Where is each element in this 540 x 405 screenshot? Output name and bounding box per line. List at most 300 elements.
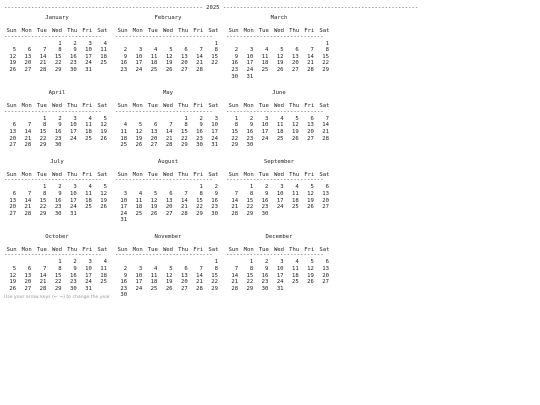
day-cell[interactable]: 21: [24, 204, 32, 211]
day-cell[interactable]: 9: [265, 266, 269, 273]
day-cell[interactable]: 23: [246, 135, 254, 142]
day-cell[interactable]: 13: [180, 272, 188, 279]
day-cell[interactable]: 7: [199, 266, 203, 273]
day-cell[interactable]: 19: [165, 60, 173, 67]
day-cell[interactable]: 3: [138, 266, 143, 273]
day-cell[interactable]: 15: [196, 197, 203, 204]
day-cell[interactable]: 23: [54, 204, 62, 211]
day-cell[interactable]: 17: [69, 128, 77, 135]
day-cell[interactable]: 26: [276, 66, 284, 73]
day-cell[interactable]: 11: [291, 266, 299, 273]
day-cell[interactable]: 31: [69, 210, 77, 217]
day-cell[interactable]: 13: [165, 197, 173, 204]
day-cell[interactable]: 18: [120, 135, 128, 142]
day-cell[interactable]: 15: [246, 272, 254, 279]
day-cell[interactable]: 25: [150, 285, 158, 292]
day-cell[interactable]: 15: [180, 128, 188, 135]
day-cell[interactable]: 5: [310, 184, 314, 191]
day-cell[interactable]: 4: [295, 184, 299, 191]
day-cell[interactable]: 27: [9, 210, 17, 217]
day-cell[interactable]: 26: [165, 285, 173, 292]
day-cell[interactable]: 12: [307, 266, 314, 273]
day-cell[interactable]: 25: [276, 135, 284, 142]
day-cell[interactable]: 6: [12, 190, 17, 197]
day-cell[interactable]: 26: [307, 279, 314, 286]
day-cell[interactable]: 11: [100, 266, 107, 273]
day-cell[interactable]: 2: [199, 115, 203, 122]
day-cell[interactable]: 16: [211, 197, 218, 204]
day-cell[interactable]: 20: [180, 279, 188, 286]
day-cell[interactable]: 8: [325, 47, 329, 54]
day-cell[interactable]: 7: [234, 266, 239, 273]
day-cell[interactable]: 15: [231, 128, 239, 135]
day-cell[interactable]: 13: [291, 53, 299, 60]
day-cell[interactable]: 22: [39, 204, 47, 211]
day-cell[interactable]: 10: [246, 53, 254, 60]
day-cell[interactable]: 31: [120, 217, 128, 224]
day-cell[interactable]: 3: [73, 184, 77, 191]
day-cell[interactable]: 19: [165, 279, 173, 286]
day-cell[interactable]: 17: [85, 272, 92, 279]
day-cell[interactable]: 14: [165, 128, 173, 135]
day-cell[interactable]: 1: [325, 40, 329, 47]
day-cell[interactable]: 10: [120, 197, 128, 204]
day-cell[interactable]: 29: [39, 210, 47, 217]
day-cell[interactable]: 24: [85, 60, 92, 67]
day-cell[interactable]: 3: [280, 184, 284, 191]
day-cell[interactable]: 3: [88, 259, 92, 266]
day-cell[interactable]: 23: [211, 204, 218, 211]
day-cell[interactable]: 8: [214, 47, 218, 54]
day-cell[interactable]: 3: [138, 47, 143, 54]
day-cell[interactable]: 20: [291, 60, 299, 67]
day-cell[interactable]: 16: [69, 53, 77, 60]
day-cell[interactable]: 21: [322, 128, 329, 135]
day-cell[interactable]: 29: [196, 210, 203, 217]
day-cell[interactable]: 14: [180, 197, 188, 204]
day-cell[interactable]: 8: [214, 266, 218, 273]
day-cell[interactable]: 22: [246, 279, 254, 286]
day-cell[interactable]: 11: [291, 190, 299, 197]
day-cell[interactable]: 21: [231, 204, 239, 211]
day-cell[interactable]: 10: [135, 272, 143, 279]
day-cell[interactable]: 18: [261, 60, 269, 67]
day-cell[interactable]: 16: [261, 197, 269, 204]
day-cell[interactable]: 15: [39, 197, 47, 204]
day-cell[interactable]: 15: [54, 53, 62, 60]
day-cell[interactable]: 6: [325, 184, 329, 191]
day-cell[interactable]: 6: [169, 190, 173, 197]
day-cell[interactable]: 29: [54, 285, 62, 292]
day-cell[interactable]: 27: [291, 66, 299, 73]
day-cell[interactable]: 27: [180, 285, 188, 292]
day-cell[interactable]: 20: [165, 204, 173, 211]
day-cell[interactable]: 3: [73, 115, 77, 122]
day-cell[interactable]: 14: [24, 128, 32, 135]
day-cell[interactable]: 31: [276, 285, 284, 292]
day-cell[interactable]: 23: [120, 66, 128, 73]
day-cell[interactable]: 27: [24, 66, 32, 73]
day-cell[interactable]: 1: [214, 259, 218, 266]
day-cell[interactable]: 22: [211, 60, 218, 67]
day-cell[interactable]: 15: [211, 53, 218, 60]
day-cell[interactable]: 3: [249, 47, 254, 54]
day-cell[interactable]: 28: [180, 210, 188, 217]
day-cell[interactable]: 15: [211, 272, 218, 279]
day-cell[interactable]: 29: [231, 142, 239, 149]
day-cell[interactable]: 26: [165, 66, 173, 73]
day-cell[interactable]: 21: [231, 279, 239, 286]
day-cell[interactable]: 1: [199, 184, 203, 191]
day-cell[interactable]: 14: [196, 272, 203, 279]
day-cell[interactable]: 17: [261, 128, 269, 135]
day-cell[interactable]: 20: [24, 60, 32, 67]
day-cell[interactable]: 1: [249, 184, 254, 191]
day-cell[interactable]: 7: [27, 122, 32, 129]
day-cell[interactable]: 7: [27, 190, 32, 197]
day-cell[interactable]: 6: [295, 47, 299, 54]
day-cell[interactable]: 25: [85, 135, 92, 142]
day-cell[interactable]: 25: [291, 204, 299, 211]
day-cell[interactable]: 1: [214, 40, 218, 47]
day-cell[interactable]: 28: [24, 210, 32, 217]
day-cell[interactable]: 31: [85, 66, 92, 73]
day-cell[interactable]: 29: [246, 285, 254, 292]
day-cell[interactable]: 23: [261, 204, 269, 211]
day-cell[interactable]: 7: [43, 266, 47, 273]
day-cell[interactable]: 31: [246, 73, 254, 80]
day-cell[interactable]: 23: [261, 279, 269, 286]
day-cell[interactable]: 1: [43, 115, 47, 122]
day-cell[interactable]: 12: [100, 122, 107, 129]
day-cell[interactable]: 30: [69, 285, 77, 292]
day-cell[interactable]: 13: [9, 128, 17, 135]
day-cell[interactable]: 18: [276, 128, 284, 135]
day-cell[interactable]: 22: [54, 60, 62, 67]
day-cell[interactable]: 20: [9, 204, 17, 211]
day-cell[interactable]: 15: [322, 53, 329, 60]
day-cell[interactable]: 23: [69, 60, 77, 67]
day-cell[interactable]: 13: [322, 190, 329, 197]
day-cell[interactable]: 10: [276, 266, 284, 273]
day-cell[interactable]: 16: [246, 128, 254, 135]
day-cell[interactable]: 14: [196, 53, 203, 60]
day-cell[interactable]: 10: [276, 190, 284, 197]
day-cell[interactable]: 13: [9, 197, 17, 204]
day-cell[interactable]: 1: [184, 115, 188, 122]
day-cell[interactable]: 21: [39, 60, 47, 67]
day-cell[interactable]: 18: [291, 272, 299, 279]
day-cell[interactable]: 30: [231, 73, 239, 80]
day-cell[interactable]: 17: [135, 60, 143, 67]
day-cell[interactable]: 9: [265, 190, 269, 197]
day-cell[interactable]: 12: [100, 190, 107, 197]
day-cell[interactable]: 16: [120, 279, 128, 286]
day-cell[interactable]: 6: [27, 47, 32, 54]
day-cell[interactable]: 2: [234, 47, 239, 54]
day-cell[interactable]: 1: [43, 184, 47, 191]
day-cell[interactable]: 5: [103, 115, 107, 122]
day-cell[interactable]: 14: [307, 53, 314, 60]
day-cell[interactable]: 12: [135, 128, 143, 135]
day-cell[interactable]: 7: [169, 122, 173, 129]
day-cell[interactable]: 6: [184, 47, 188, 54]
day-cell[interactable]: 8: [43, 122, 47, 129]
day-cell[interactable]: 23: [231, 66, 239, 73]
day-cell[interactable]: 8: [249, 190, 254, 197]
day-cell[interactable]: 27: [180, 66, 188, 73]
day-cell[interactable]: 1: [58, 259, 62, 266]
day-cell[interactable]: 28: [39, 285, 47, 292]
day-cell[interactable]: 24: [120, 210, 128, 217]
day-cell[interactable]: 24: [261, 135, 269, 142]
day-cell[interactable]: 7: [310, 47, 314, 54]
day-cell[interactable]: 3: [88, 40, 92, 47]
day-cell[interactable]: 28: [196, 285, 203, 292]
day-cell[interactable]: 15: [54, 272, 62, 279]
day-cell[interactable]: 13: [150, 128, 158, 135]
day-cell[interactable]: 14: [39, 272, 47, 279]
day-cell[interactable]: 10: [85, 266, 92, 273]
day-cell[interactable]: 26: [135, 142, 143, 149]
day-cell[interactable]: 30: [54, 142, 62, 149]
day-cell[interactable]: 2: [249, 115, 254, 122]
day-cell[interactable]: 30: [69, 66, 77, 73]
day-cell[interactable]: 7: [234, 190, 239, 197]
day-cell[interactable]: 4: [295, 259, 299, 266]
day-cell[interactable]: 18: [100, 272, 107, 279]
day-cell[interactable]: 4: [88, 115, 92, 122]
day-cell[interactable]: 14: [24, 197, 32, 204]
day-cell[interactable]: 27: [307, 135, 314, 142]
day-cell[interactable]: 28: [39, 66, 47, 73]
day-cell[interactable]: 22: [211, 279, 218, 286]
day-cell[interactable]: 21: [39, 279, 47, 286]
day-cell[interactable]: 22: [246, 204, 254, 211]
day-cell[interactable]: 5: [295, 115, 299, 122]
day-cell[interactable]: 20: [9, 135, 17, 142]
day-cell[interactable]: 8: [184, 122, 188, 129]
day-cell[interactable]: 6: [184, 266, 188, 273]
day-cell[interactable]: 9: [199, 122, 203, 129]
day-cell[interactable]: 4: [123, 122, 128, 129]
day-cell[interactable]: 28: [322, 135, 329, 142]
day-cell[interactable]: 16: [261, 272, 269, 279]
day-cell[interactable]: 8: [249, 266, 254, 273]
day-cell[interactable]: 12: [150, 197, 158, 204]
day-cell[interactable]: 10: [211, 122, 218, 129]
day-cell[interactable]: 18: [291, 197, 299, 204]
day-cell[interactable]: 19: [100, 128, 107, 135]
day-cell[interactable]: 29: [322, 66, 329, 73]
day-cell[interactable]: 7: [184, 190, 188, 197]
day-cell[interactable]: 14: [322, 122, 329, 129]
day-cell[interactable]: 19: [100, 197, 107, 204]
day-cell[interactable]: 9: [73, 47, 77, 54]
day-cell[interactable]: 26: [150, 210, 158, 217]
day-cell[interactable]: 30: [261, 285, 269, 292]
day-cell[interactable]: 6: [154, 122, 158, 129]
day-cell[interactable]: 11: [100, 47, 107, 54]
day-cell[interactable]: 2: [58, 184, 62, 191]
day-cell[interactable]: 9: [73, 266, 77, 273]
day-cell[interactable]: 12: [307, 190, 314, 197]
day-cell[interactable]: 14: [231, 197, 239, 204]
day-cell[interactable]: 22: [196, 204, 203, 211]
day-cell[interactable]: 5: [310, 259, 314, 266]
day-cell[interactable]: 26: [100, 204, 107, 211]
day-cell[interactable]: 19: [307, 272, 314, 279]
day-cell[interactable]: 24: [135, 66, 143, 73]
day-cell[interactable]: 27: [165, 210, 173, 217]
day-cell[interactable]: 5: [280, 47, 284, 54]
day-cell[interactable]: 17: [85, 53, 92, 60]
day-cell[interactable]: 1: [249, 259, 254, 266]
day-cell[interactable]: 7: [199, 47, 203, 54]
day-cell[interactable]: 9: [123, 272, 128, 279]
day-cell[interactable]: 13: [24, 53, 32, 60]
day-cell[interactable]: 28: [231, 210, 239, 217]
day-cell[interactable]: 17: [120, 204, 128, 211]
day-cell[interactable]: 3: [265, 115, 269, 122]
day-cell[interactable]: 1: [234, 115, 239, 122]
day-cell[interactable]: 30: [246, 142, 254, 149]
day-cell[interactable]: 27: [150, 142, 158, 149]
day-cell[interactable]: 19: [307, 197, 314, 204]
day-cell[interactable]: 12: [9, 272, 17, 279]
day-cell[interactable]: 4: [154, 266, 158, 273]
day-cell[interactable]: 10: [69, 122, 77, 129]
day-cell[interactable]: 26: [291, 135, 299, 142]
day-cell[interactable]: 17: [69, 197, 77, 204]
day-cell[interactable]: 30: [261, 210, 269, 217]
day-cell[interactable]: 25: [100, 279, 107, 286]
day-cell[interactable]: 28: [307, 66, 314, 73]
day-cell[interactable]: 9: [58, 190, 62, 197]
day-cell[interactable]: 19: [291, 128, 299, 135]
day-cell[interactable]: 17: [276, 272, 284, 279]
day-cell[interactable]: 6: [310, 115, 314, 122]
day-cell[interactable]: 7: [43, 47, 47, 54]
day-cell[interactable]: 25: [100, 60, 107, 67]
day-cell[interactable]: 19: [9, 60, 17, 67]
day-cell[interactable]: 8: [199, 190, 203, 197]
day-cell[interactable]: 20: [322, 272, 329, 279]
day-cell[interactable]: 26: [100, 135, 107, 142]
day-cell[interactable]: 17: [135, 279, 143, 286]
day-cell[interactable]: 6: [27, 266, 32, 273]
day-cell[interactable]: 30: [196, 142, 203, 149]
day-cell[interactable]: 17: [246, 60, 254, 67]
day-cell[interactable]: 23: [69, 279, 77, 286]
day-cell[interactable]: 16: [54, 128, 62, 135]
day-cell[interactable]: 28: [231, 285, 239, 292]
day-cell[interactable]: 25: [120, 142, 128, 149]
day-cell[interactable]: 4: [280, 115, 284, 122]
day-cell[interactable]: 18: [135, 204, 143, 211]
day-cell[interactable]: 25: [150, 66, 158, 73]
day-cell[interactable]: 24: [276, 204, 284, 211]
day-cell[interactable]: 1: [58, 40, 62, 47]
day-cell[interactable]: 2: [214, 184, 218, 191]
day-cell[interactable]: 24: [69, 135, 77, 142]
day-cell[interactable]: 21: [196, 60, 203, 67]
day-cell[interactable]: 25: [85, 204, 92, 211]
day-cell[interactable]: 4: [103, 40, 107, 47]
day-cell[interactable]: 11: [85, 190, 92, 197]
day-cell[interactable]: 17: [211, 128, 218, 135]
day-cell[interactable]: 8: [58, 266, 62, 273]
day-cell[interactable]: 23: [196, 135, 203, 142]
day-cell[interactable]: 28: [165, 142, 173, 149]
day-cell[interactable]: 19: [135, 135, 143, 142]
day-cell[interactable]: 4: [103, 259, 107, 266]
day-cell[interactable]: 24: [85, 279, 92, 286]
day-cell[interactable]: 28: [196, 66, 203, 73]
day-cell[interactable]: 29: [54, 66, 62, 73]
day-cell[interactable]: 11: [135, 197, 143, 204]
day-cell[interactable]: 24: [135, 285, 143, 292]
day-cell[interactable]: 17: [276, 197, 284, 204]
day-cell[interactable]: 22: [180, 135, 188, 142]
day-cell[interactable]: 13: [307, 122, 314, 129]
day-cell[interactable]: 20: [150, 135, 158, 142]
day-cell[interactable]: 18: [150, 60, 158, 67]
day-cell[interactable]: 24: [69, 204, 77, 211]
day-cell[interactable]: 2: [265, 259, 269, 266]
day-cell[interactable]: 22: [54, 279, 62, 286]
day-cell[interactable]: 3: [214, 115, 218, 122]
day-cell[interactable]: 9: [249, 122, 254, 129]
day-cell[interactable]: 27: [322, 204, 329, 211]
day-cell[interactable]: 8: [43, 190, 47, 197]
day-cell[interactable]: 16: [54, 197, 62, 204]
day-cell[interactable]: 27: [24, 285, 32, 292]
day-cell[interactable]: 10: [135, 53, 143, 60]
day-cell[interactable]: 29: [180, 142, 188, 149]
day-cell[interactable]: 24: [246, 66, 254, 73]
day-cell[interactable]: 24: [276, 279, 284, 286]
day-cell[interactable]: 22: [231, 135, 239, 142]
day-cell[interactable]: 21: [196, 279, 203, 286]
day-cell[interactable]: 29: [246, 210, 254, 217]
day-cell[interactable]: 8: [58, 47, 62, 54]
day-cell[interactable]: 16: [69, 272, 77, 279]
day-cell[interactable]: 13: [24, 272, 32, 279]
day-cell[interactable]: 23: [120, 285, 128, 292]
day-cell[interactable]: 4: [265, 47, 269, 54]
day-cell[interactable]: 24: [211, 135, 218, 142]
day-cell[interactable]: 2: [123, 266, 128, 273]
day-cell[interactable]: 30: [54, 210, 62, 217]
day-cell[interactable]: 14: [39, 53, 47, 60]
day-cell[interactable]: 11: [276, 122, 284, 129]
day-cell[interactable]: 5: [169, 47, 173, 54]
day-cell[interactable]: 26: [9, 66, 17, 73]
day-cell[interactable]: 19: [276, 60, 284, 67]
day-cell[interactable]: 30: [211, 210, 218, 217]
day-cell[interactable]: 20: [322, 197, 329, 204]
day-cell[interactable]: 10: [85, 47, 92, 54]
day-cell[interactable]: 26: [307, 204, 314, 211]
day-cell[interactable]: 16: [231, 60, 239, 67]
day-cell[interactable]: 27: [322, 279, 329, 286]
day-cell[interactable]: 12: [165, 53, 173, 60]
day-cell[interactable]: 3: [280, 259, 284, 266]
day-cell[interactable]: 26: [9, 285, 17, 292]
day-cell[interactable]: 13: [180, 53, 188, 60]
day-cell[interactable]: 25: [135, 210, 143, 217]
